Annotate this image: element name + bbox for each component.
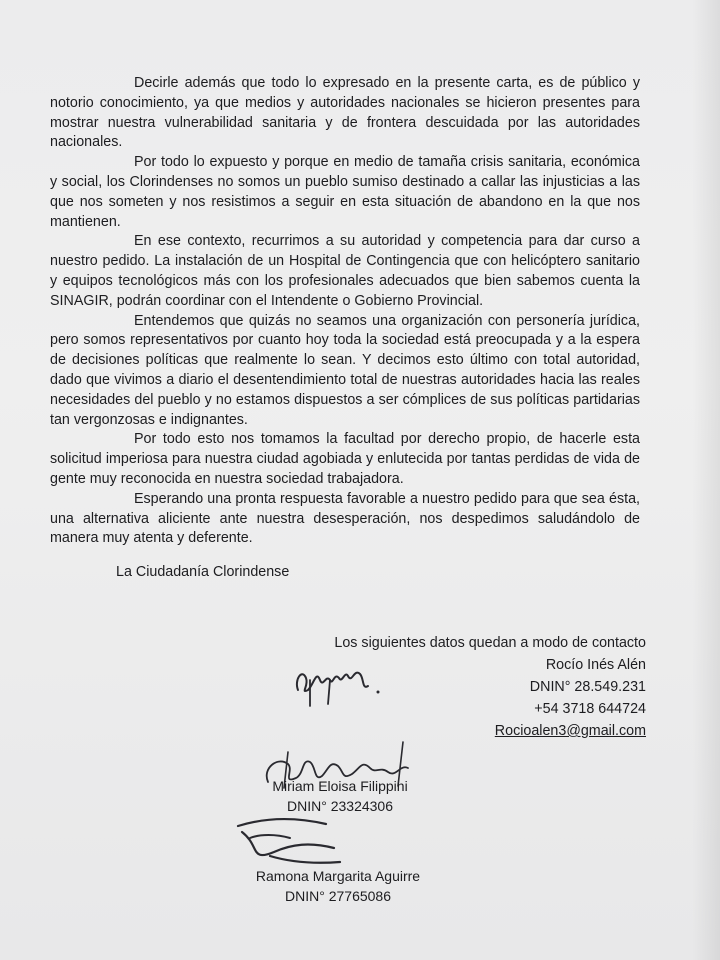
paragraph-3: En ese contexto, recurrimos a su autoridad y competencia para dar curso a nuestro pedido. La instalación de un Hospital de Contingencia que con helicóptero sanitario y equipos tecnológicos más con los profesionales adecuados que bien sabemos cuenta la SINAGIR, podrán coordinar con el Intendente o Gobierno Provincial. xyxy=(50,233,640,309)
contact-intro: Los siguientes datos quedan a modo de contacto xyxy=(334,635,646,651)
paragraph-6: Esperando una pronta respuesta favorable a nuestro pedido para que sea ésta, una alternativa aliciente ante nuestra desesperación, nos despedimos saludándolo de manera muy atenta y deferente. xyxy=(50,490,640,547)
contact-name: Rocío Inés Alén xyxy=(545,657,646,673)
signer-1 xyxy=(230,776,450,816)
paragraph-5: Por todo esto nos tomamos la facultad por derecho propio, de hacerle esta solicitud imperiosa para nuestra ciudad agobiada y enlutecida por tantas perdidas de vida de gente muy reconocida en nuestra sociedad trabajadora. xyxy=(50,431,640,487)
contact-dni: DNIN° 28.549.231 xyxy=(529,679,646,695)
paragraph-1: Decirle además que todo lo expresado en la presente carta, es de público y notorio conocimiento, ya que medios y autoridades nacionales se hicieron presentes para mostrar nuestra vulnerabilidad sanitaria y de frontera descuidada por las autoridades nacionales. xyxy=(50,75,640,151)
signer-2-name: Ramona Margarita Aguirre xyxy=(255,868,421,884)
signer-2 xyxy=(228,866,448,906)
paragraph-2: Por todo lo expuesto y porque en medio de tamaña crisis sanitaria, económica y social, los Clorindenses no somos un pueblo sumiso destinado a callar las injusticias a las que nos someten y nos resistimos a seguir en esta situación de abandono en la que nos mantienen. xyxy=(50,154,640,230)
signer-2-dni: DNIN° 27765086 xyxy=(285,888,391,904)
signature-alen xyxy=(290,650,390,710)
contact-email[interactable]: Rocioalen3@gmail.com xyxy=(494,723,646,739)
letter-body xyxy=(50,74,640,549)
contact-phone: +54 3718 644724 xyxy=(534,701,646,717)
signer-1-dni: DNIN° 23324306 xyxy=(287,798,393,814)
closing-line: La Ciudadanía Clorindense xyxy=(116,564,290,580)
paragraph-4: Entendemos que quizás no seamos una organización con personería jurídica, pero somos representativos por cuanto hoy toda la sociedad está preocupada y a la espera de decisiones políticas que realmente lo sean. Y decimos esto último con total autoridad, dado que vivimos a diario el desentendimiento total de nuestras autoridades hacia las reales necesidades del pueblo y no estamos dispuestos a ser cómplices de sus políticas partidarias tan vergonzosas e indignantes. xyxy=(50,312,640,428)
paper-shadow xyxy=(692,0,720,960)
signer-1-name: Miriam Eloisa Filippini xyxy=(272,778,408,794)
